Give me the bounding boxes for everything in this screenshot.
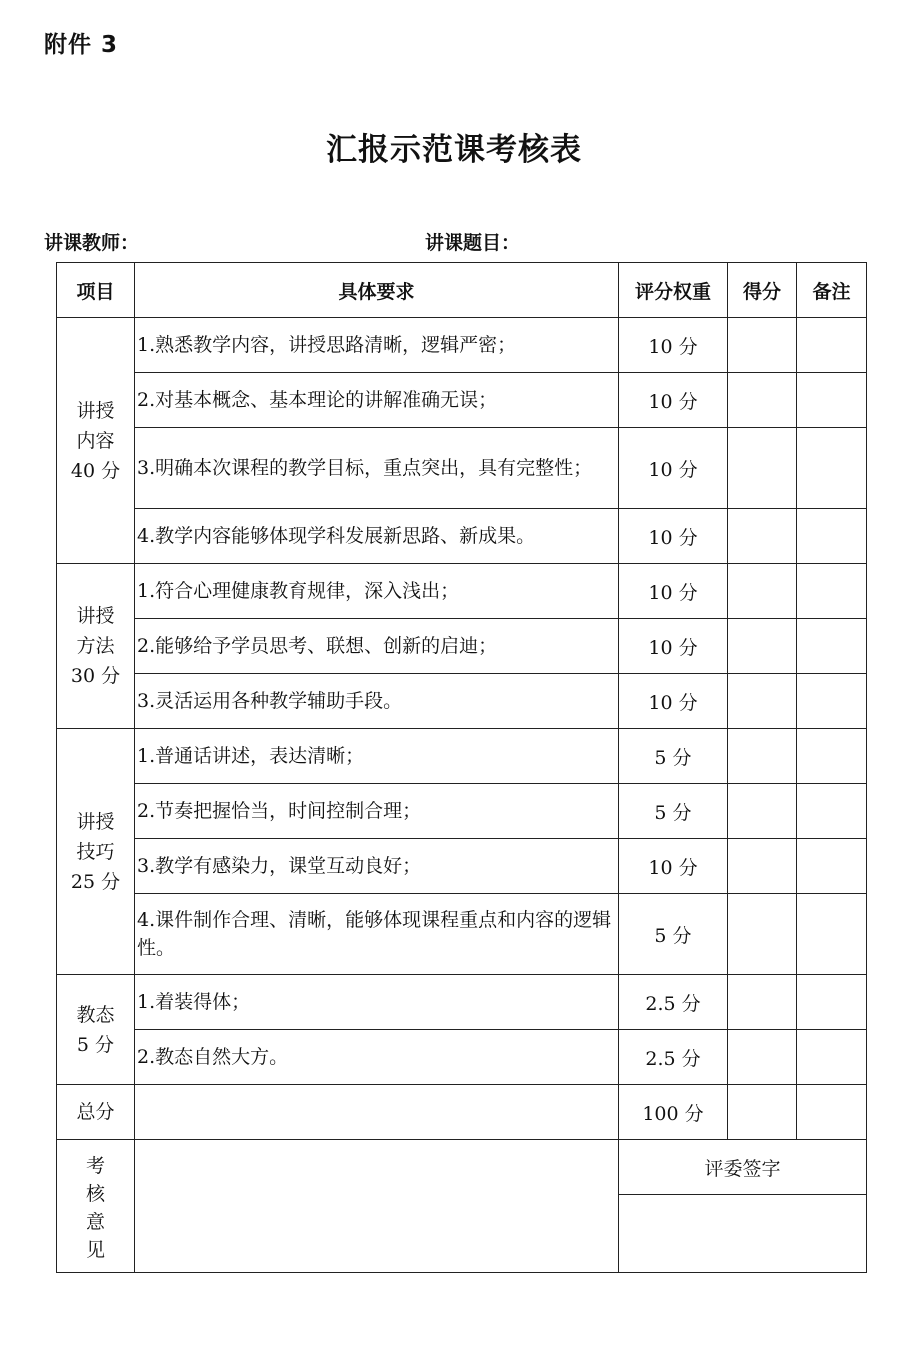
section-name: 讲授 技巧 25 分 <box>57 729 135 975</box>
weight-value: 5 分 <box>619 894 728 975</box>
header-item: 项目 <box>57 263 135 318</box>
remark-cell[interactable] <box>797 619 867 674</box>
remark-cell[interactable] <box>797 674 867 729</box>
remark-cell[interactable] <box>797 784 867 839</box>
page-title: 汇报示范课考核表 <box>326 132 582 168</box>
table-row <box>57 619 867 674</box>
requirement-text: 3.灵活运用各种教学辅助手段。 <box>135 674 619 729</box>
table-row <box>57 975 867 1030</box>
review-row <box>57 1140 867 1195</box>
requirement-text: 1.符合心理健康教育规律，深入浅出； <box>135 564 619 619</box>
table-row <box>57 1030 867 1085</box>
table-row <box>57 674 867 729</box>
total-row <box>57 1085 867 1140</box>
total-remark-cell[interactable] <box>797 1085 867 1140</box>
table-row <box>57 373 867 428</box>
requirement-text: 3.教学有感染力，课堂互动良好； <box>135 839 619 894</box>
table-row <box>57 509 867 564</box>
score-cell[interactable] <box>728 674 797 729</box>
score-cell[interactable] <box>728 373 797 428</box>
topic-label: 讲课题目： <box>425 232 521 254</box>
score-cell[interactable] <box>728 428 797 509</box>
score-cell[interactable] <box>728 564 797 619</box>
remark-cell[interactable] <box>797 729 867 784</box>
remark-cell[interactable] <box>797 894 867 975</box>
weight-value: 10 分 <box>619 428 728 509</box>
requirement-text: 1.着装得体； <box>135 975 619 1030</box>
score-cell[interactable] <box>728 619 797 674</box>
header-row <box>57 263 867 318</box>
score-cell[interactable] <box>728 729 797 784</box>
weight-value: 5 分 <box>619 784 728 839</box>
remark-cell[interactable] <box>797 318 867 373</box>
weight-value: 10 分 <box>619 373 728 428</box>
section-name: 讲授 内容 40 分 <box>57 318 135 564</box>
remark-cell[interactable] <box>797 564 867 619</box>
review-comment-area[interactable] <box>135 1140 619 1273</box>
total-score-cell[interactable] <box>728 1085 797 1140</box>
header-remark: 备注 <box>797 263 867 318</box>
requirement-text: 2.节奏把握恰当，时间控制合理； <box>135 784 619 839</box>
weight-value: 10 分 <box>619 839 728 894</box>
table-row <box>57 428 867 509</box>
score-cell[interactable] <box>728 784 797 839</box>
requirement-text: 4.课件制作合理、清晰，能够体现课程重点和内容的逻辑性。 <box>135 894 619 975</box>
judge-signature-label: 评委签字 <box>619 1140 867 1195</box>
score-cell[interactable] <box>728 894 797 975</box>
score-cell[interactable] <box>728 839 797 894</box>
requirement-text: 3.明确本次课程的教学目标，重点突出，具有完整性； <box>135 428 619 509</box>
requirement-text: 1.熟悉教学内容，讲授思路清晰，逻辑严密； <box>135 318 619 373</box>
weight-value: 2.5 分 <box>619 1030 728 1085</box>
table-row <box>57 729 867 784</box>
remark-cell[interactable] <box>797 509 867 564</box>
table-row <box>57 564 867 619</box>
review-label: 考 核 意 见 <box>57 1140 135 1273</box>
remark-cell[interactable] <box>797 428 867 509</box>
judge-signature-area[interactable] <box>619 1195 867 1273</box>
score-cell[interactable] <box>728 509 797 564</box>
requirement-text: 2.对基本概念、基本理论的讲解准确无误； <box>135 373 619 428</box>
weight-value: 5 分 <box>619 729 728 784</box>
section-name: 讲授 方法 30 分 <box>57 564 135 729</box>
weight-value: 10 分 <box>619 318 728 373</box>
weight-value: 10 分 <box>619 509 728 564</box>
evaluation-table <box>56 262 867 1273</box>
score-cell[interactable] <box>728 318 797 373</box>
total-blank <box>135 1085 619 1140</box>
table-row <box>57 894 867 975</box>
weight-value: 2.5 分 <box>619 975 728 1030</box>
attachment-label: 附件 3 <box>44 32 119 58</box>
weight-value: 10 分 <box>619 619 728 674</box>
requirement-text: 1.普通话讲述，表达清晰； <box>135 729 619 784</box>
table-row <box>57 839 867 894</box>
total-label: 总分 <box>57 1085 135 1140</box>
header-weight: 评分权重 <box>619 263 728 318</box>
header-requirement: 具体要求 <box>135 263 619 318</box>
remark-cell[interactable] <box>797 373 867 428</box>
table-row <box>57 318 867 373</box>
header-score: 得分 <box>728 263 797 318</box>
requirement-text: 2.能够给予学员思考、联想、创新的启迪； <box>135 619 619 674</box>
remark-cell[interactable] <box>797 1030 867 1085</box>
remark-cell[interactable] <box>797 839 867 894</box>
weight-value: 10 分 <box>619 564 728 619</box>
teacher-label: 讲课教师： <box>44 232 140 254</box>
requirement-text: 2.教态自然大方。 <box>135 1030 619 1085</box>
score-cell[interactable] <box>728 1030 797 1085</box>
weight-value: 10 分 <box>619 674 728 729</box>
table-row <box>57 784 867 839</box>
score-cell[interactable] <box>728 975 797 1030</box>
total-weight: 100 分 <box>619 1085 728 1140</box>
remark-cell[interactable] <box>797 975 867 1030</box>
requirement-text: 4.教学内容能够体现学科发展新思路、新成果。 <box>135 509 619 564</box>
section-name: 教态 5 分 <box>57 975 135 1085</box>
